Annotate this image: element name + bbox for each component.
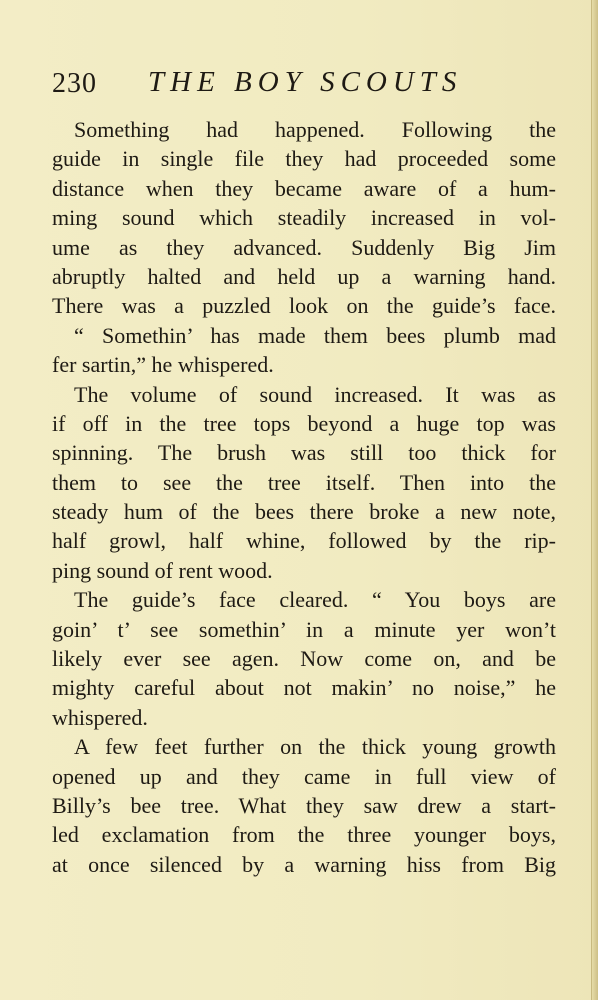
- text-line: abruptly halted and held up a warning hand.: [52, 263, 556, 289]
- text-line: Something had happened. Following the: [74, 117, 556, 142]
- text-line: opened up and they came in full view of: [52, 763, 556, 789]
- text-line: There was a puzzled look on the guide’s face.: [52, 293, 556, 319]
- page-header: [52, 66, 562, 106]
- text-line: steady hum of the bees there broke a new note,: [52, 499, 556, 525]
- text-line: The guide’s face cleared. “ You boys are: [74, 587, 556, 613]
- text-line: ming sound which steadily increased in vol-: [52, 205, 556, 231]
- text-line: “ Somethin’ has made them bees plumb mad: [74, 322, 556, 348]
- text-line: whispered.: [52, 704, 148, 730]
- page-edge: [591, 0, 598, 1000]
- text-line: mighty careful about not makin’ no noise,” he: [52, 675, 556, 701]
- text-line: distance when they became aware of a hum-: [52, 175, 556, 201]
- text-line: half growl, half whine, followed by the rip-: [52, 528, 556, 554]
- text-line: if off in the tree tops beyond a huge top was: [52, 410, 556, 436]
- text-line: Billy’s bee tree. What they saw drew a start-: [52, 792, 556, 818]
- text-line: The volume of sound increased. It was as: [74, 381, 556, 407]
- text-line: A few feet further on the thick young growth: [74, 734, 556, 760]
- body-text: [52, 115, 556, 879]
- text-line: spinning. The brush was still too thick for: [52, 440, 556, 466]
- text-line: likely ever see agen. Now come on, and be: [52, 646, 556, 672]
- text-line: goin’ t’ see somethin’ in a minute yer won’t: [52, 616, 556, 642]
- text-line: fer sartin,” he whispered.: [52, 352, 274, 378]
- text-line: ping sound of rent wood.: [52, 557, 273, 583]
- page-number: 230: [52, 68, 97, 99]
- text-line: led exclamation from the three younger boys,: [52, 822, 556, 848]
- text-line: at once silenced by a warning hiss from Big: [52, 851, 556, 877]
- running-head: THE BOY SCOUTS: [148, 66, 463, 98]
- text-line: them to see the tree itself. Then into the: [52, 469, 556, 495]
- text-line: ume as they advanced. Suddenly Big Jim: [52, 234, 556, 260]
- text-line: guide in single file they had proceeded some: [52, 146, 556, 172]
